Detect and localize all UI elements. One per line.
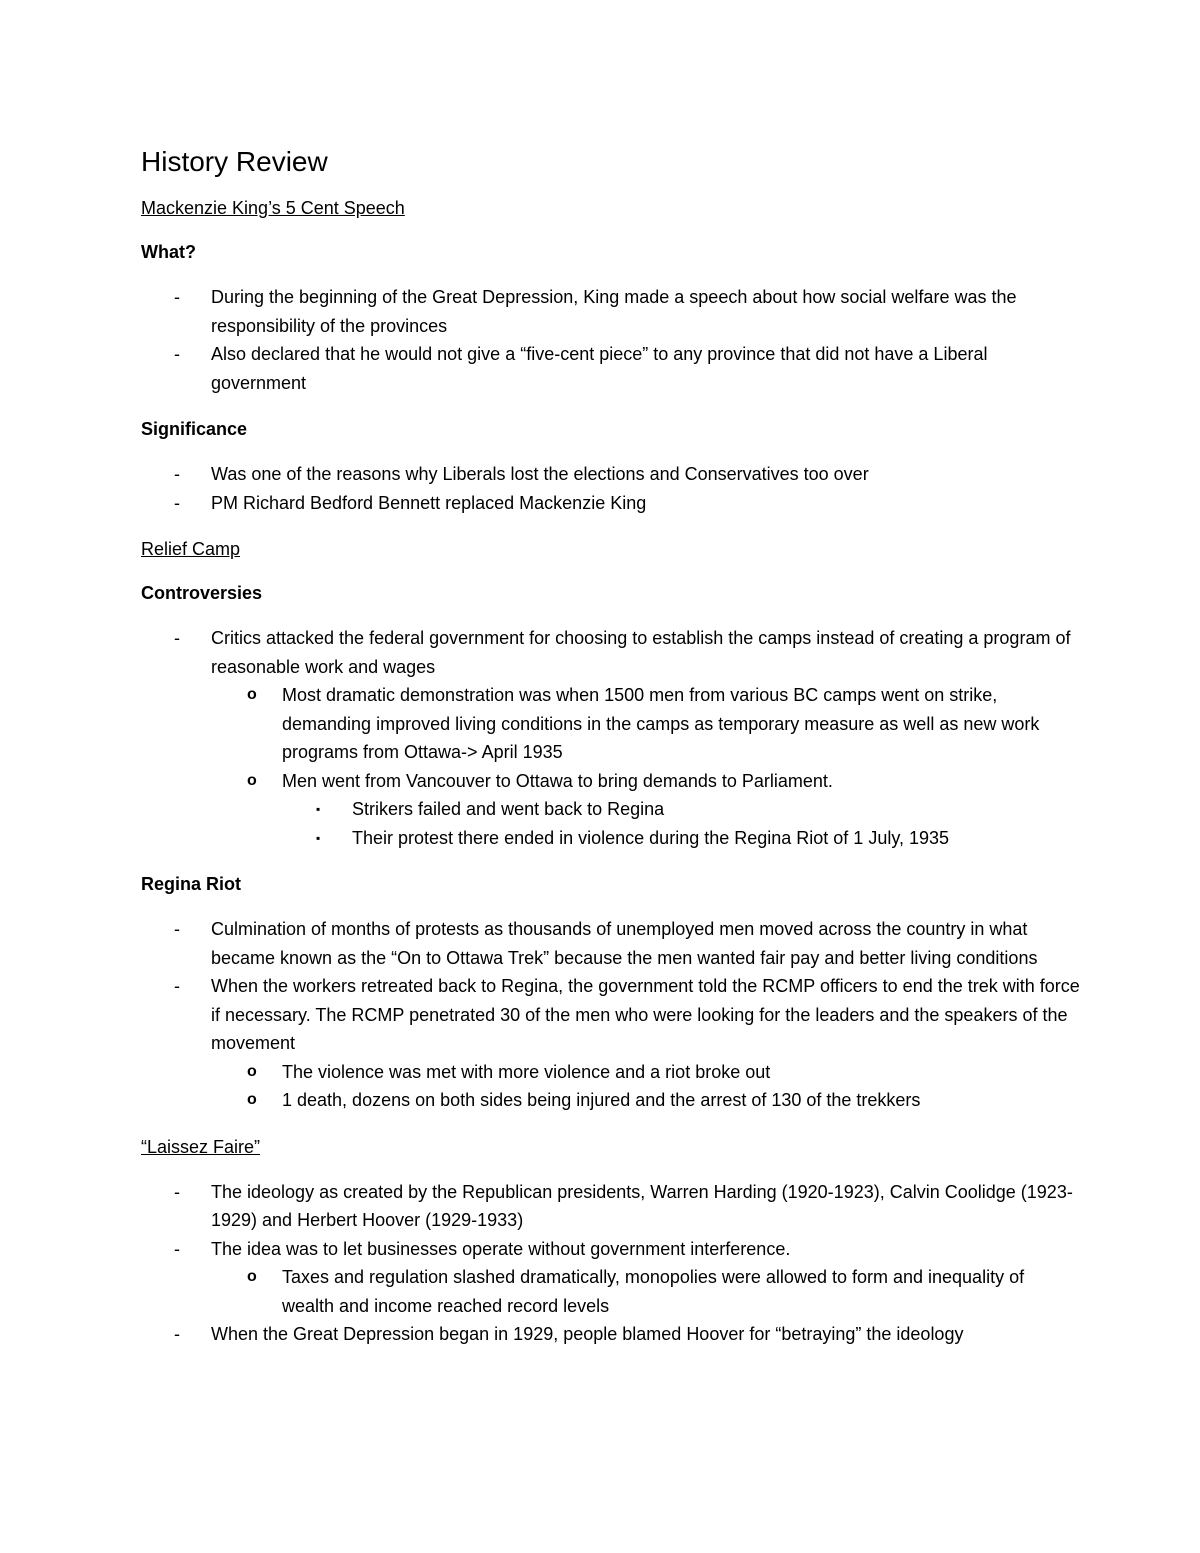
list-item-text: Most dramatic demonstration was when 1500 men from various BC camps went on strike, demanding improved living conditions in the camps as temporary measure as well as new work programs from Ottawa-> April 1935 [282, 685, 1040, 762]
sub-list [141, 1058, 1081, 1115]
square-bullet: ▪ [316, 802, 321, 816]
laissez-faire-list [141, 1178, 1081, 1349]
sub-sub-list-item [141, 795, 1081, 824]
list-item-text: Critics attacked the federal government for choosing to establish the camps instead of creating a program of reasonable work and wages [211, 628, 1071, 677]
list-item [141, 340, 1081, 397]
circle-bullet: o [247, 1062, 257, 1080]
dash-bullet: - [174, 919, 180, 939]
nested-list-container [141, 681, 1081, 852]
list-item-text: When the workers retreated back to Regina, the government told the RCMP officers to end the trek with force if necessary. The RCMP penetrated 30 of the men who were looking for the leaders and the speakers of the movement [211, 976, 1080, 1053]
list-item-text: Men went from Vancouver to Ottawa to bring demands to Parliament. [282, 770, 833, 791]
topic-heading-relief-camp: Relief Camp [141, 539, 241, 559]
label-significance: Significance [141, 419, 248, 439]
label-regina-riot: Regina Riot [141, 874, 242, 894]
list-item-text: Taxes and regulation slashed dramatically, monopolies were allowed to form and inequality of wealth and income reached record levels [282, 1267, 1025, 1316]
list-item-text: Culmination of months of protests as thousands of unemployed men moved across the country in what became known as the “On to Ottawa Trek” because the men wanted fair pay and better living conditions [211, 919, 1038, 968]
list-item [141, 1235, 1081, 1264]
list-item-text: Their protest there ended in violence during the Regina Riot of 1 July, 1935 [352, 827, 950, 848]
list-item-text: The ideology as created by the Republican presidents, Warren Harding (1920-1923), Calvin Coolidge (1923-1929) and Herbert Hoover (1929-1933) [211, 1181, 1073, 1230]
list-item-text: When the Great Depression began in 1929, people blamed Hoover for “betraying” the ideology [211, 1324, 964, 1344]
sub-list-item [141, 1058, 1081, 1087]
sub-sub-list-item [141, 824, 1081, 853]
topic-heading-laissez-faire: “Laissez Faire” [141, 1136, 261, 1157]
sub-sub-list [141, 795, 1081, 852]
dash-bullet: - [174, 464, 180, 484]
what-list [141, 283, 1081, 397]
list-item-text: 1 death, dozens on both sides being injured and the arrest of 130 of the trekkers [282, 1090, 921, 1110]
label-what: What? [141, 242, 196, 262]
list-item [141, 1178, 1081, 1235]
list-item-text: During the beginning of the Great Depression, King made a speech about how social welfare was the responsibility of the provinces [211, 287, 1017, 336]
nested-list-container [141, 795, 1081, 852]
list-item [141, 283, 1081, 340]
nested-list-container [141, 1263, 1081, 1320]
dash-bullet: - [174, 628, 180, 648]
circle-bullet: o [247, 771, 257, 789]
topic-heading-king-speech: Mackenzie King’s 5 Cent Speech [141, 198, 405, 218]
list-item-text: The idea was to let businesses operate without government interference. [211, 1238, 791, 1259]
label-controversies: Controversies [141, 583, 263, 603]
dash-bullet: - [174, 287, 180, 307]
list-item [141, 489, 1081, 518]
dash-bullet: - [174, 1181, 180, 1202]
page-title: History Review [141, 146, 328, 177]
circle-bullet: o [247, 1091, 257, 1108]
document-page [141, 144, 1081, 1368]
square-bullet: ▪ [316, 830, 321, 845]
dash-bullet: - [174, 976, 180, 996]
list-item [141, 624, 1081, 681]
sub-list-item [141, 1263, 1081, 1320]
list-item-text: PM Richard Bedford Bennett replaced Mackenzie King [211, 492, 647, 513]
sub-list-item [141, 767, 1081, 796]
nested-list-container [141, 1058, 1081, 1115]
list-item [141, 972, 1081, 1058]
list-item-text: Also declared that he would not give a “five-cent piece” to any province that did not have a Liberal government [211, 344, 988, 393]
circle-bullet: o [247, 1268, 257, 1285]
list-item [141, 1320, 1081, 1349]
list-item-text: The violence was met with more violence and a riot broke out [282, 1061, 771, 1082]
list-item-text: Was one of the reasons why Liberals lost the elections and Conservatives too over [211, 464, 869, 484]
sub-list-item [141, 681, 1081, 767]
list-item [141, 460, 1081, 489]
sub-list-item [141, 1086, 1081, 1115]
sub-list [141, 1263, 1081, 1320]
significance-list [141, 460, 1081, 517]
dash-bullet: - [174, 1324, 180, 1344]
dash-bullet: - [174, 344, 180, 364]
list-item-text: Strikers failed and went back to Regina [352, 799, 665, 819]
circle-bullet: o [247, 686, 257, 703]
dash-bullet: - [174, 1238, 180, 1259]
dash-bullet: - [174, 492, 180, 513]
regina-riot-list [141, 915, 1081, 1115]
list-item [141, 915, 1081, 972]
sub-list [141, 681, 1081, 852]
controversies-list [141, 624, 1081, 852]
